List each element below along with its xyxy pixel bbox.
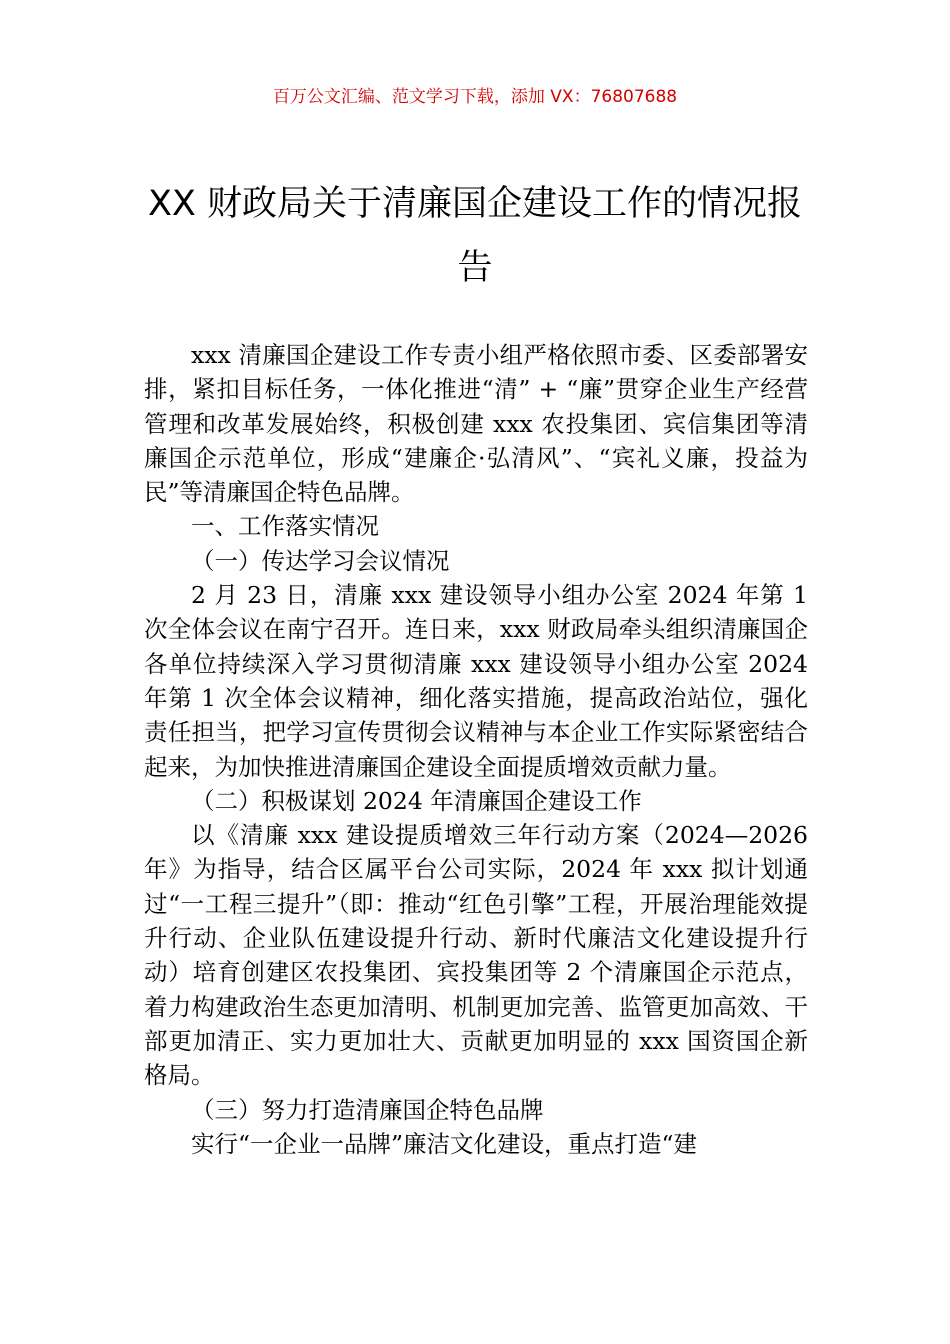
header-note: 百万公文汇编、范文学习下载，添加 VX：76807688 (272, 87, 678, 107)
subsection-heading-3: （三）努力打造清廉国企特色品牌 (191, 1095, 544, 1124)
body-paragraph-3: 实行“一企业一品牌”廉洁文化建设，重点打造“建 (191, 1129, 698, 1158)
body-paragraph-1: 2 月 23 日，清廉 xxx 建设领导小组办公室 2024 年第 1 次全体会议在南宁召开。连日来，xxx 财政局牵头组织清廉国企各单位持续深入学习贯彻清廉 xxx 建设领导小组办公室 2024 年第 1 次全体会议精神，细化落实措施，提高政治站位，强化责任担当，把学习宣传贯彻会议精神与本企业工作实际紧密结合起来，为加快推进清廉国企建设全面提质增效贡献力量。 (144, 581, 808, 781)
subsection-heading-2: （二）积极谋划 2024 年清廉国企建设工作 (191, 786, 642, 815)
section-heading-1: 一、工作落实情况 (191, 512, 379, 541)
intro-paragraph: xxx 清廉国企建设工作专责小组严格依照市委、区委部署安排，紧扣目标任务，一体化推进“清” + “廉”贯穿企业生产经营管理和改革发展始终，积极创建 xxx 农投集团、宾信集团等清廉国企示范单位，形成“建廉企·弘清风”、“宾礼义廉，投益为民”等清廉国企特色品牌。 (144, 341, 808, 507)
body-paragraph-2: 以《清廉 xxx 建设提质增效三年行动方案（2024—2026 年》为指导，结合区属平台公司实际，2024 年 xxx 拟计划通过“一工程三提升”（即：推动“红色引擎”工程，开展治理能效提升行动、企业队伍建设提升行动、新时代廉洁文化建设提升行动）培育创建区农投集团、宾投集团等 2 个清廉国企示范点，着力构建政治生态更加清明、机制更加完善、监管更加高效、干部更加清正、实力更加壮大、贡献更加明显的 xxx 国资国企新格局。 (144, 821, 808, 1090)
document-title: XX 财政局关于清廉国企建设工作的情况报告 (147, 184, 803, 288)
subsection-heading-1: （一）传达学习会议情况 (191, 546, 450, 575)
document-body (144, 338, 808, 1161)
